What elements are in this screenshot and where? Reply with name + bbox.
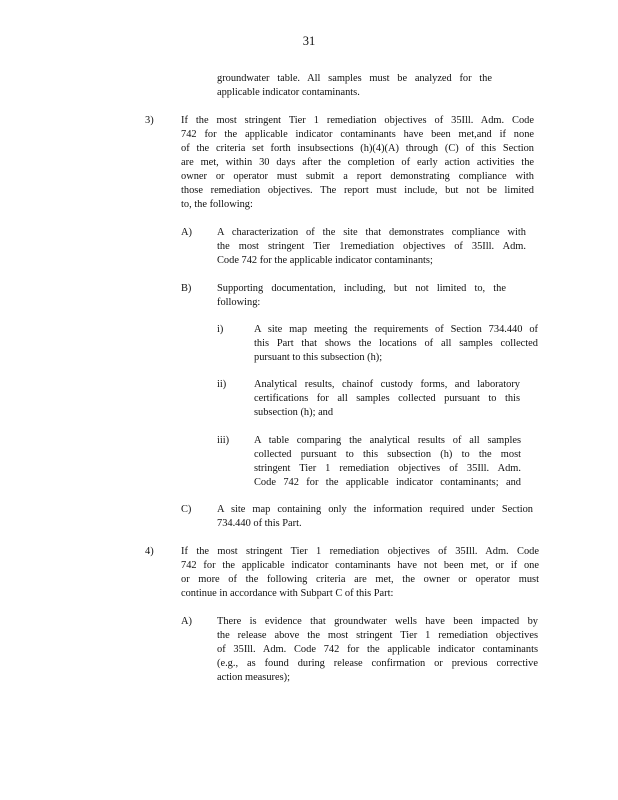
text-line: Supporting documentation, including, but not limited to, the xyxy=(217,283,506,294)
item-3b-marker: B) xyxy=(181,283,192,294)
text-line: of the criteria set forth insubsections (h)(4)(A) through (C) of this Section xyxy=(181,143,534,154)
text-line: following: xyxy=(217,297,261,308)
item-3-paragraph xyxy=(181,114,534,212)
text-line: certifications for all samples collected pursuant to this xyxy=(254,393,520,404)
text-line: of 35Ill. Adm. Code 742 for the applicable indicator contaminants xyxy=(217,644,538,655)
item-4-paragraph xyxy=(181,545,539,601)
text-line: applicable indicator contaminants. xyxy=(217,87,360,98)
text-line: Analytical results, chainof custody forms, and laboratory xyxy=(254,379,520,390)
text-line: the most stringent Tier 1remediation objectives of 35Ill. Adm. xyxy=(217,241,526,252)
item-3c-marker: C) xyxy=(181,504,192,515)
text-line: A characterization of the site that demonstrates compliance with xyxy=(217,227,526,238)
text-line: Code 742 for the applicable indicator contaminants; and xyxy=(254,477,521,488)
text-line: are met, within 30 days after the completion of early action activities the xyxy=(181,157,534,168)
item-3b-ii-marker: ii) xyxy=(217,379,227,390)
item-3a-paragraph xyxy=(217,226,526,268)
text-line: 742 for the applicable indicator contaminants have not been met, or if one xyxy=(181,560,539,571)
item-3-marker: 3) xyxy=(145,115,154,126)
text-line: continue in accordance with Subpart C of this Part: xyxy=(181,588,394,599)
intro-continuation xyxy=(217,72,492,100)
item-3b-i-paragraph xyxy=(254,323,538,365)
text-line: (e.g., as found during release confirmation or previous corrective xyxy=(217,658,538,669)
text-line: If the most stringent Tier 1 remediation objectives of 35Ill. Adm. Code xyxy=(181,115,534,126)
text-line: pursuant to this subsection (h); xyxy=(254,352,383,363)
text-line: the release above the most stringent Tier 1 remediation objectives xyxy=(217,630,538,641)
item-4-marker: 4) xyxy=(145,546,154,557)
text-line: A table comparing the analytical results of all samples xyxy=(254,435,521,446)
item-3b-i-marker: i) xyxy=(217,324,224,335)
text-line: groundwater table. All samples must be analyzed for the xyxy=(217,73,492,84)
item-3b-iii-marker: iii) xyxy=(217,435,230,446)
text-line: Code 742 for the applicable indicator contaminants; xyxy=(217,255,433,266)
item-3b-ii-paragraph xyxy=(254,378,520,420)
text-line: stringent Tier 1 remediation objectives of 35Ill. Adm. xyxy=(254,463,521,474)
text-line: those remediation objectives. The report must include, but not be limited xyxy=(181,185,534,196)
text-line: or more of the following criteria are met, the owner or operator must xyxy=(181,574,539,585)
text-line: this Part that shows the locations of all samples collected xyxy=(254,338,538,349)
item-3b-iii-paragraph xyxy=(254,434,521,490)
text-line: to, the following: xyxy=(181,199,253,210)
text-line: There is evidence that groundwater wells have been impacted by xyxy=(217,616,538,627)
text-line: A site map containing only the information required under Section xyxy=(217,504,533,515)
item-4a-marker: A) xyxy=(181,616,192,627)
item-3c-paragraph xyxy=(217,503,533,531)
page-number: 31 xyxy=(302,34,316,48)
text-line: 742 for the applicable indicator contaminants have been met,and if none xyxy=(181,129,534,140)
text-line: If the most stringent Tier 1 remediation objectives of 35Ill. Adm. Code xyxy=(181,546,539,557)
text-line: owner or operator must submit a report demonstrating compliance with xyxy=(181,171,534,182)
item-4a-paragraph xyxy=(217,615,538,685)
text-line: collected pursuant to this subsection (h) to the most xyxy=(254,449,521,460)
text-line: A site map meeting the requirements of Section 734.440 of xyxy=(254,324,538,335)
item-3b-paragraph xyxy=(217,282,506,310)
item-3a-marker: A) xyxy=(181,227,192,238)
text-line: 734.440 of this Part. xyxy=(217,518,302,529)
text-line: action measures); xyxy=(217,672,290,683)
text-line: subsection (h); and xyxy=(254,407,334,418)
